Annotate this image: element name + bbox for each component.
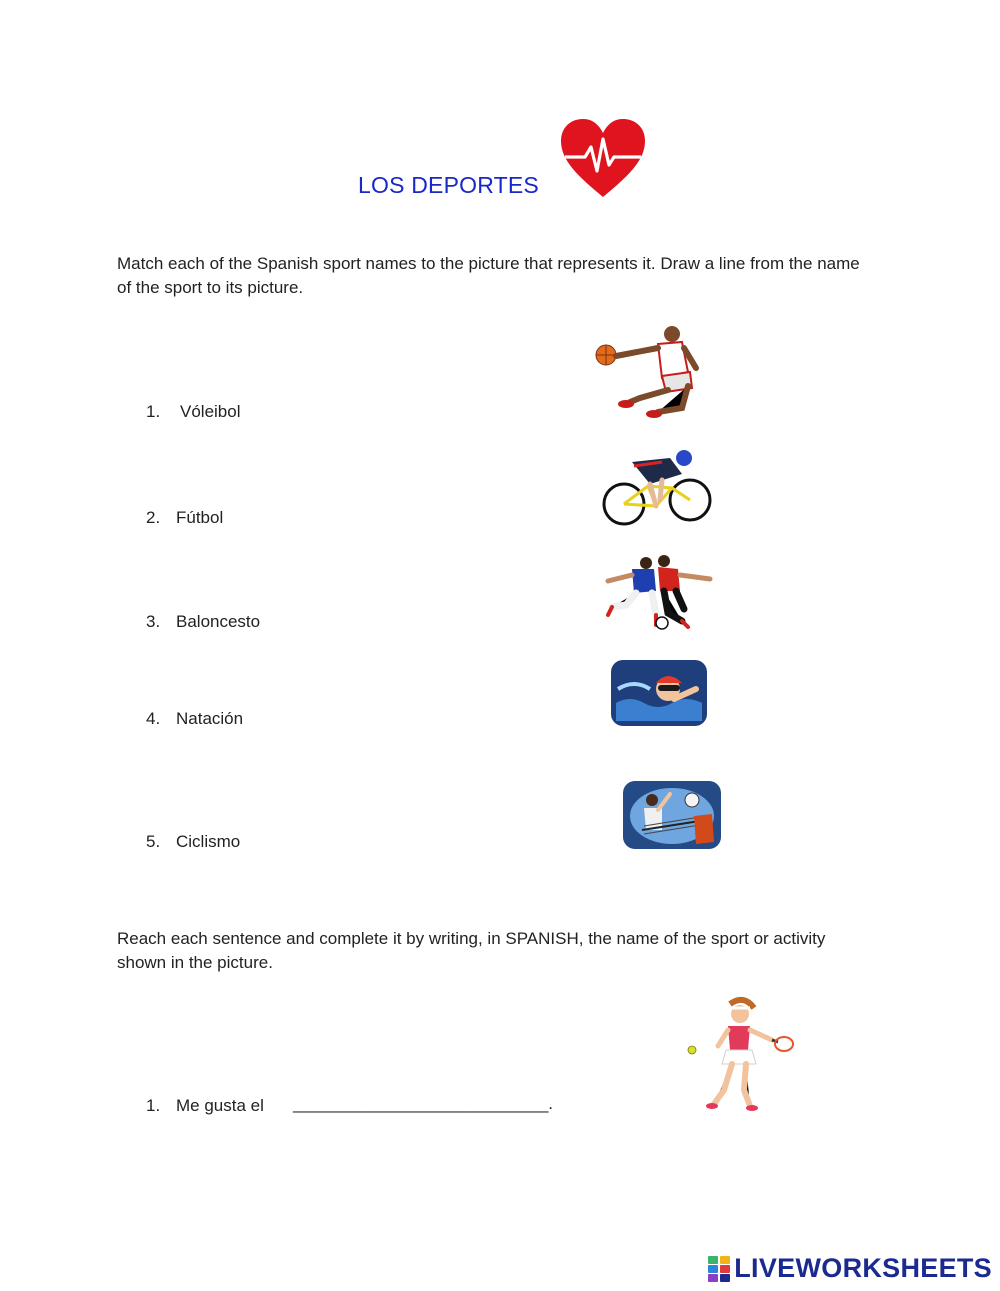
volleyball-picture[interactable] [622,780,722,850]
answer-blank[interactable]: ___________________________. [293,1094,553,1113]
sentence-item [146,1096,264,1116]
item-label: Fútbol [176,508,224,527]
tennis-player-picture [684,994,794,1116]
swimmer-picture[interactable] [610,659,708,727]
item-number: 5. [146,832,161,851]
item-number: 1. [146,1096,161,1115]
basketball-player-picture[interactable] [592,322,710,420]
sentence-text: Me gusta el [176,1096,264,1115]
item-label: Ciclismo [176,832,241,851]
list-item [146,612,260,632]
soccer-players-picture[interactable] [598,555,716,631]
instructions-complete: Reach each sentence and complete it by writing, in SPANISH, the name of the sport or activity shown in the picture. [117,929,826,972]
instructions-match: Match each of the Spanish sport names to the picture that represents it. Draw a line from the name of the sport to its picture. [117,254,860,297]
brand-text: LIVEWORKSHEETS [734,1253,992,1283]
list-item [146,832,240,852]
cyclist-picture[interactable] [598,448,714,526]
heartbeat-icon [559,117,647,199]
list-item [146,709,243,729]
item-number: 2. [146,508,161,527]
item-number: 1. [146,402,161,421]
liveworksheets-logo-icon [708,1256,730,1282]
list-item [146,508,223,528]
liveworksheets-brand [708,1253,992,1284]
item-label: Baloncesto [176,612,261,631]
page-title: LOS DEPORTES [358,172,539,198]
item-number: 4. [146,709,161,728]
item-label: Natación [176,709,244,728]
item-number: 3. [146,612,161,631]
list-item [146,402,241,422]
item-label: Vóleibol [180,402,241,421]
